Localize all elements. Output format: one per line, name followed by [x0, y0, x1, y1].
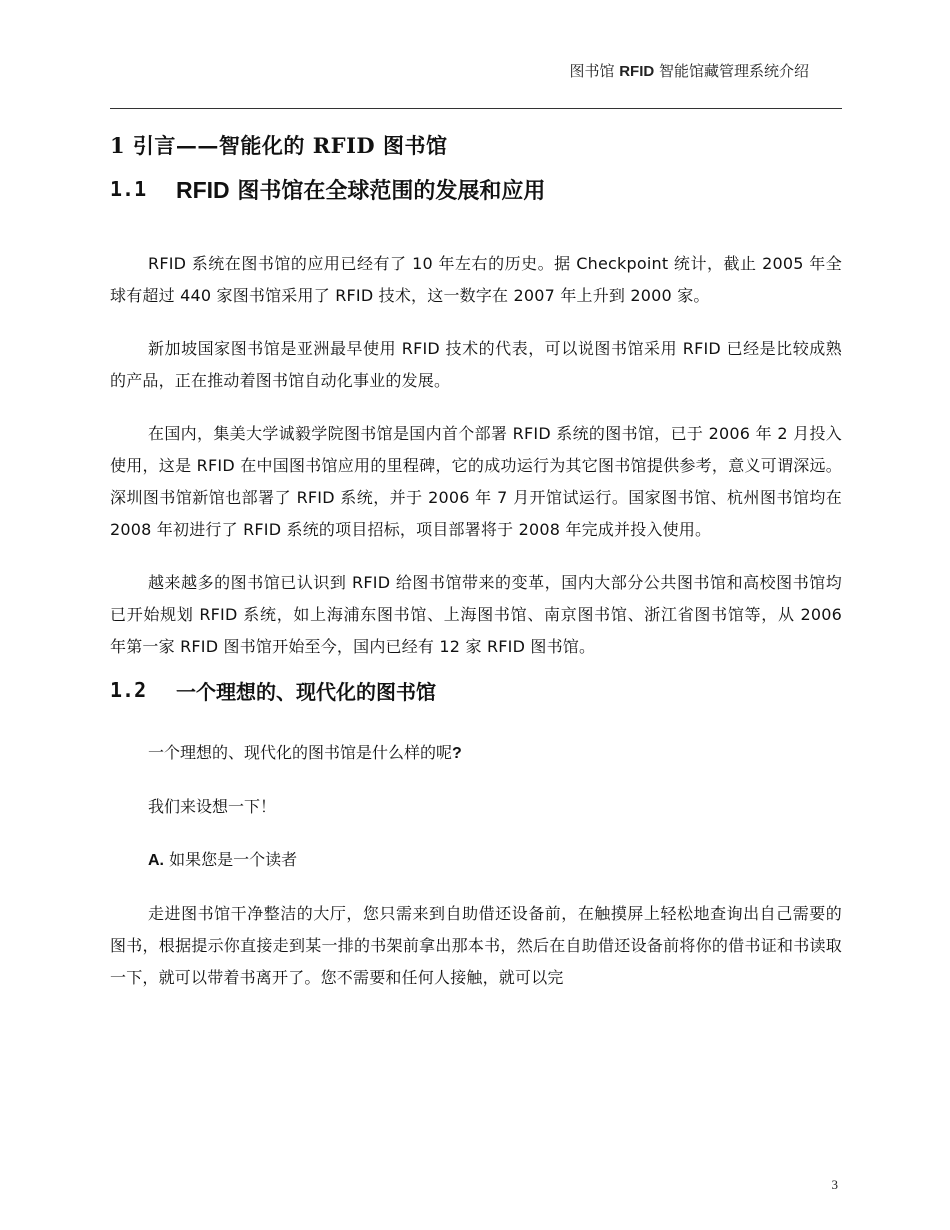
header-title-pre: 图书馆	[569, 62, 620, 80]
header-divider	[110, 108, 842, 109]
section-title	[176, 174, 545, 205]
question-mark: ?	[452, 745, 462, 762]
paragraph: 在国内，集美大学诚毅学院图书馆是国内首个部署 RFID 系统的图书馆，已于 2006 年 2 月投入使用，这是 RFID 在中国图书馆应用的里程碑，它的成功运行为其它图书馆提供参考，意义可谓深远。深圳图书馆新馆也部署了 RFID 系统，并于 2006 年 7 月开馆试运行。国家图书馆、杭州图书馆均在 2008 年初进行了 RFID 系统的项目招标，项目部署将于 2008 年完成并投入使用。	[110, 424, 842, 539]
paragraph: RFID 系统在图书馆的应用已经有了 10 年左右的历史。据 Checkpoint 统计，截止 2005 年全球有超过 440 家图书馆采用了 RFID 技术，这一数字在 2007 年上升到 2000 家。	[110, 254, 842, 305]
paragraph: 走进图书馆干净整洁的大厅，您只需来到自助借还设备前，在触摸屏上轻松地查询出自己需要的图书，根据提示你直接走到某一排的书架前拿出那本书，然后在自助借还设备前将你的借书证和书读取一下，就可以带着书离开了。您不需要和任何人接触，就可以完	[110, 904, 842, 987]
list-item-reader	[110, 844, 842, 877]
list-marker: A.	[148, 852, 164, 869]
paragraph: 越来越多的图书馆已认识到 RFID 给图书馆带来的变革，国内大部分公共图书馆和高校图书馆均已开始规划 RFID 系统，如上海浦东图书馆、上海图书馆、南京图书馆、浙江省图书馆等，从 2006 年第一家 RFID 图书馆开始至今，国内已经有 12 家 RFID 图书馆。	[110, 573, 842, 656]
section-title: 一个理想的、现代化的图书馆	[176, 679, 436, 704]
section-title-lead: RFID	[176, 176, 230, 203]
paragraph: 新加坡国家图书馆是亚洲最早使用 RFID 技术的代表，可以说图书馆采用 RFID 已经是比较成熟的产品，正在推动着图书馆自动化事业的发展。	[110, 339, 842, 390]
section-number: 1.2	[110, 678, 147, 702]
chapter-heading: 1 引言——智能化的 RFID 图书馆	[110, 133, 448, 158]
running-header	[569, 60, 809, 81]
page-body	[110, 126, 842, 994]
section-heading-1-1	[110, 166, 842, 212]
page-number: 3	[831, 1177, 838, 1192]
question-line	[110, 737, 842, 770]
header-title-bold: RFID	[619, 63, 655, 80]
question-text: 一个理想的、现代化的图书馆是什么样的呢	[148, 743, 453, 762]
section-title-rest: 图书馆在全球范围的发展和应用	[229, 178, 546, 204]
section-heading-1-2	[110, 667, 842, 713]
prompt-line: 我们来设想一下！	[148, 797, 277, 816]
list-item-text: 如果您是一个读者	[164, 850, 298, 869]
section-number: 1.1	[110, 177, 147, 201]
header-title-post: 智能馆藏管理系统介绍	[654, 62, 809, 80]
